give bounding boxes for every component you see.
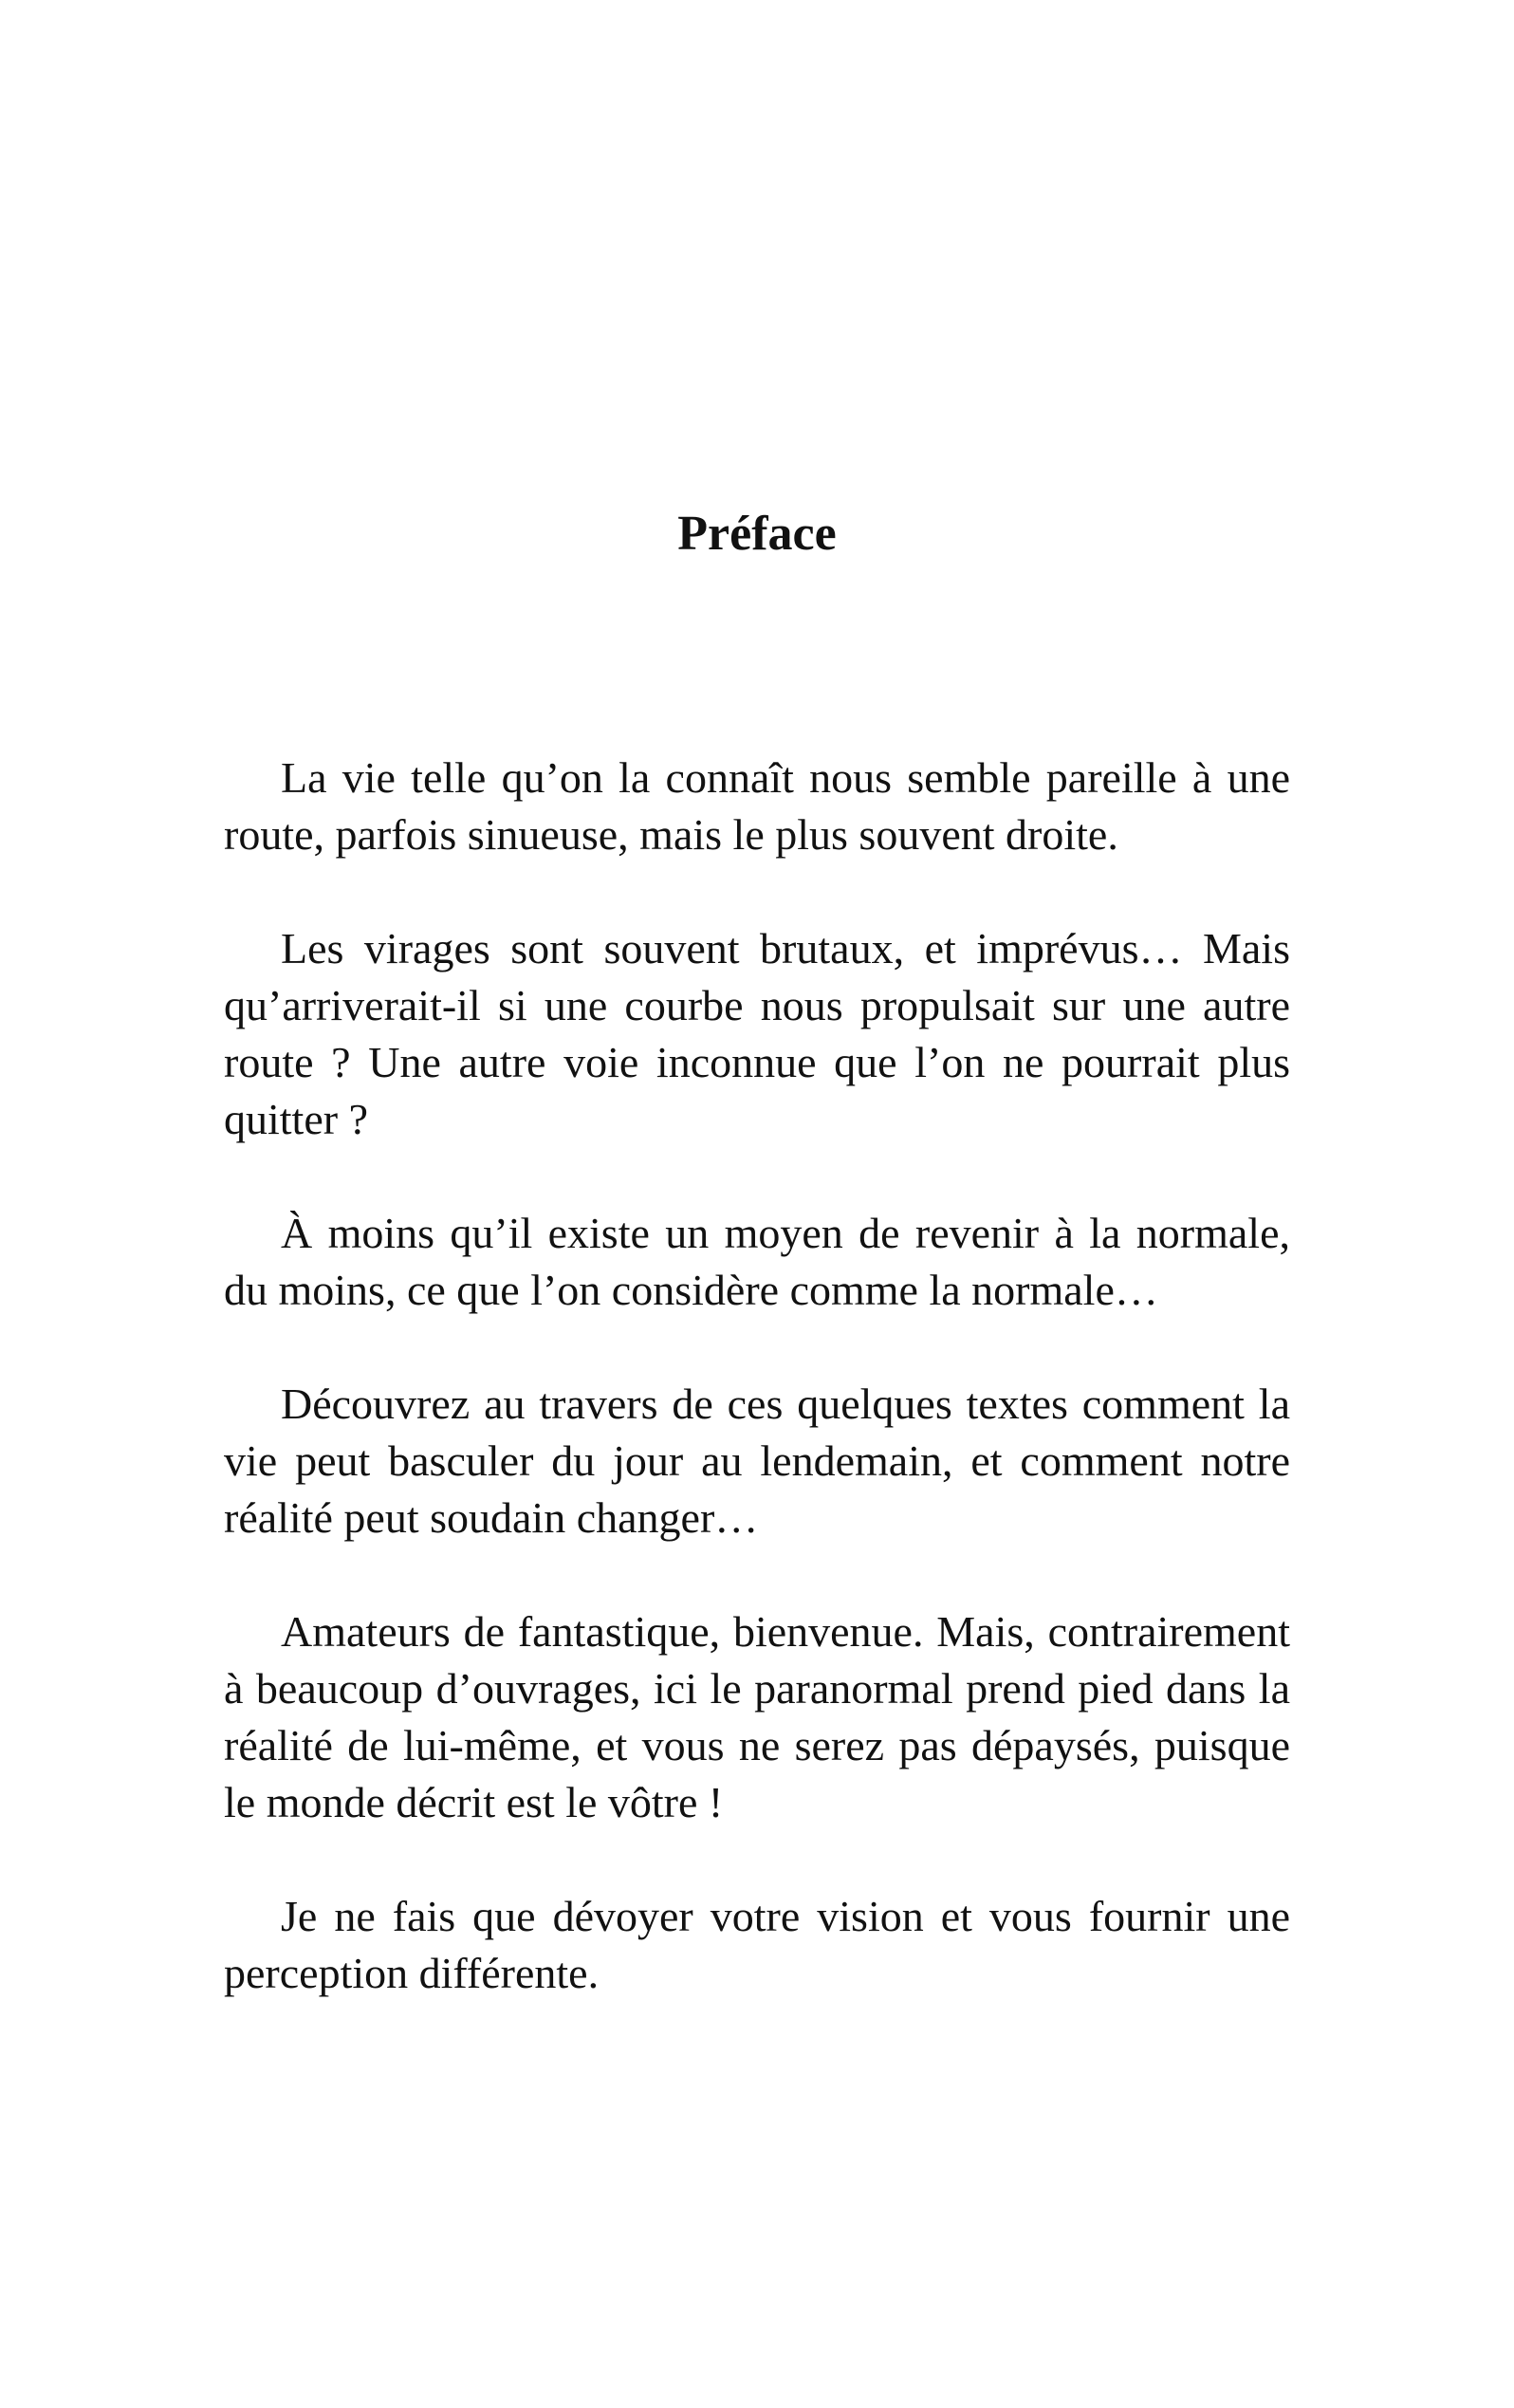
preface-body — [224, 750, 1290, 2059]
paragraph-3: À moins qu’il existe un moyen de revenir à la normale, du moins, ce que l’on considère comme la normale… — [224, 1209, 1290, 1314]
paragraph-6: Je ne fais que dévoyer votre vision et vous fournir une perception différente. — [224, 1892, 1290, 1997]
paragraph-4: Découvrez au travers de ces quelques textes comment la vie peut basculer du jour au lendemain, et comment notre réalité peut soudain changer… — [224, 1380, 1290, 1542]
paragraph-1: La vie telle qu’on la connaît nous semble pareille à une route, parfois sinueuse, mais le plus souvent droite. — [224, 753, 1290, 859]
paragraph-5: Amateurs de fantastique, bienvenue. Mais, contrairement à beaucoup d’ouvrages, ici le paranormal prend pied dans la réalité de lui-même, et vous ne serez pas dépaysés, puisque le monde décrit est le vôtre ! — [224, 1607, 1290, 1826]
paragraph-2: Les virages sont souvent brutaux, et imprévus… Mais qu’arriverait-il si une courbe nous propulsait sur une autre route ? Une autre voie inconnue que l’on ne pourrait plus quitter ? — [224, 924, 1290, 1143]
page-title: Préface — [677, 507, 837, 561]
